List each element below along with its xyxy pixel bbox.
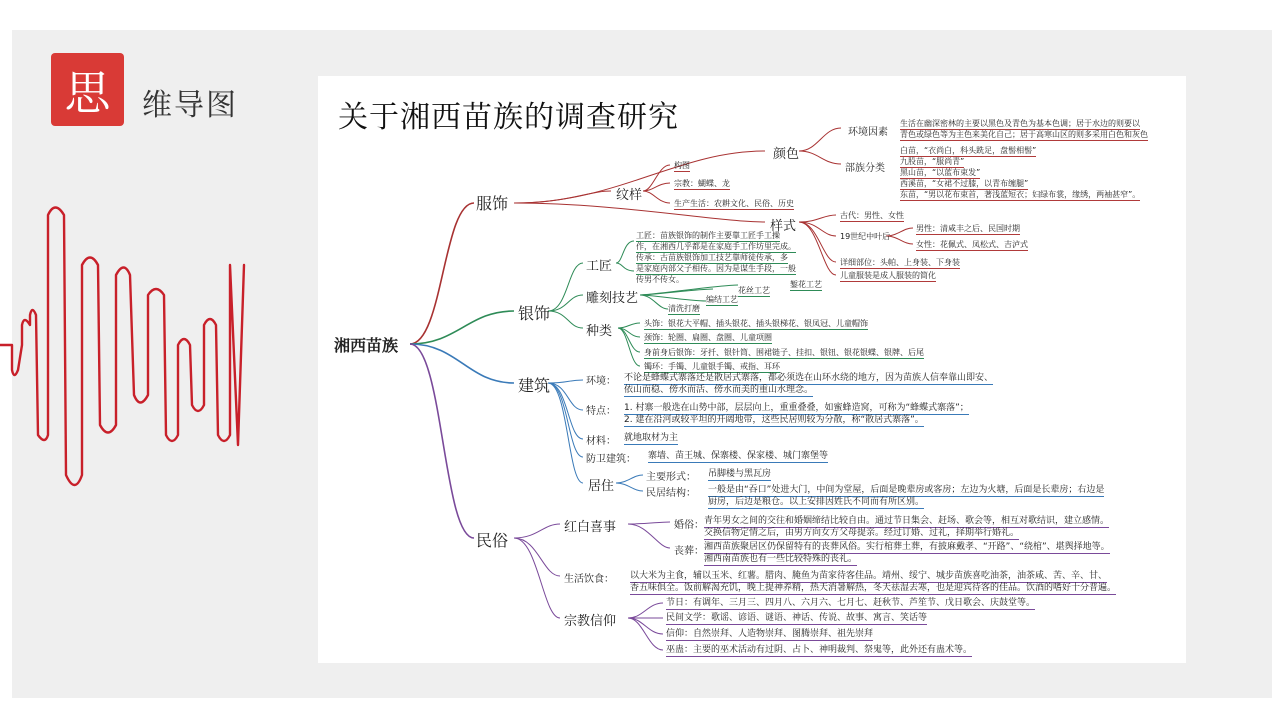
node-style: 样式 [770,219,797,234]
pattern-item-1: 构图 [674,161,690,170]
tribe-text-5: 东苗，“男以花布束首，著浅蓝短衣；妇绿布裳，缘绣，两袖甚窄”。 [900,190,1141,199]
style-child: 儿童服装是成人服装的简化 [840,271,936,280]
node-building-defense: 防卫建筑： [586,454,636,465]
style-ancient: 古代：男性、女性 [840,211,904,220]
node-pattern: 纹样 [616,188,643,203]
node-craftsman: 工匠 [586,259,613,274]
craftsman-text-1: 工匠：苗族银饰的制作主要靠工匠手工操 [636,231,780,240]
node-kinds: 种类 [586,324,613,339]
node-main-form: 主要形式： [646,472,696,483]
kinds-item-3: 身前身后银饰：牙扦、银针筒、围裙链子、挂扣、银钮、银花银蝶、银牌、后尾 [644,348,924,357]
logo-box [51,53,124,126]
branch-building: 建筑 [518,376,551,395]
marriage-text-1: 青年男女之间的交往和婚姻缔结比较自由。通过节日集会、赶场、歌会等，相互对歌结识，建立感情。 [704,516,1110,526]
node-building-env: 环境： [586,376,616,387]
style-detail: 详细部位：头帕、上身装、下身装 [840,258,960,267]
mind-map-panel [318,76,1186,663]
building-defense-text: 寨墙、苗王城、保寨楼、保家楼、城门寨堡等 [648,451,829,461]
carving-item-4: 清洗打磨 [668,304,700,313]
node-structure: 民居结构： [646,488,696,499]
funeral-text-1: 湘西苗族聚居区仍保留特有的丧葬风俗。实行棺葬土葬，有披麻戴孝、“开路”、“绕棺”、堪舆择地等。 [704,542,1110,552]
kinds-item-2: 颈饰：轮圈、扁圈、盘圈、儿童项圈 [644,333,772,342]
main-form-text: 吊脚楼与黑瓦房 [708,469,772,479]
node-tribe: 部族分类 [845,163,885,174]
style-female: 女性：花佩式、凤松式、吉泸式 [916,240,1028,249]
building-feature-text-1: 1. 村寨一般选在山势中部，层层向上，重重叠叠，如蜜蜂造窝，可称为“蜂蝶式寨落”； [624,403,969,413]
connector-custom [410,344,474,538]
node-religion: 宗教信仰 [564,614,617,629]
marriage-text-2: 交换信物定情之后，由男方向女方父母提亲。经过订婚、过礼，择期举行婚礼。 [704,528,1020,538]
building-material-text: 就地取材为主 [624,433,679,443]
branch-silver: 银饰 [518,304,551,323]
craftsman-text-2: 作，在湘西几乎都是在家庭手工作坊里完成。 [636,242,796,251]
node-color: 颜色 [773,147,800,162]
branch-custom: 民俗 [476,531,509,550]
religion-witchcraft: 巫蛊：主要的巫术活动有过阴、占卜、神明裁判、祭鬼等，此外还有蛊术等。 [666,645,973,655]
branch-costume: 服饰 [476,194,509,213]
building-env-text-2: 依山而稳、傍水而活、傍水而美的重山水理念。 [624,385,814,395]
node-wedding-funeral: 红白喜事 [564,520,617,535]
religion-festival: 节日：有调年、三月三、四月八、六月六、七月七、赶秋节、芦笙节、戊日歌会、庆鼓堂等。 [666,598,1036,608]
tribe-text-3: 黑山苗，“以蓝布束发” [900,168,981,177]
style-19c: 19世纪中叶后 [840,232,891,241]
connector-costume [410,203,474,344]
node-building-feature: 特点： [586,406,616,417]
connector-pattern [514,191,611,203]
funeral-text-2: 湘西南苗族也有一些比较特殊的丧礼。 [704,554,858,564]
craftsman-text-5: 传男不传女。 [636,275,684,284]
node-building-material: 材料： [586,436,616,447]
slide-title: 维导图 [142,88,238,123]
pattern-item-3: 生产生活：农耕文化、民俗、历史 [674,199,794,208]
building-feature-text-2: 2. 建在沿河或较平坦的开阔地带，这些民居则较为分散，称“散居式寨落”。 [624,415,924,425]
node-carving: 雕刻技艺 [586,291,639,306]
node-funeral: 丧葬： [674,546,704,557]
decorative-wave-line [0,195,250,495]
structure-text-2: 厨房，后边是粮仓。以上安排因姓氏不同而有所区别。 [708,497,925,507]
structure-text-1: 一般是由“吞口”处进大门，中间为堂屋，后面是晚辈房或客房；左边为火塘，后面是长辈房；右边是 [708,485,1105,495]
carving-item-1: 錾花工艺 [790,280,822,289]
env-text-1: 生活在幽深密林的主要以黑色及青色为基本色调；居于水边的则要以 [900,119,1140,128]
religion-literature: 民间文学：歌谣、谚语、谜语、神话、传说、故事、寓言、笑话等 [666,613,928,623]
kinds-item-1: 头饰：银花大平帽、插头银花、插头银梯花、银凤冠、儿童帽饰 [644,319,868,328]
node-marriage: 婚俗： [674,520,704,531]
craftsman-text-4: 是家庭内部父子相传。因为是谋生手段，一般 [636,264,796,273]
kinds-item-4: 镯环：手镯、儿童银手镯、戒指、耳环 [644,362,780,371]
node-env-factor: 环境因素 [848,127,888,138]
tribe-text-4: 西溪苗，“女裙不过膝，以青布缠腿” [900,179,1029,188]
carving-item-3: 编结工艺 [706,295,738,304]
pattern-item-2: 宗教：蝴蝶、龙 [674,179,730,188]
root-node: 湘西苗族 [334,336,399,355]
node-dwelling: 居住 [588,479,615,494]
building-env-text-1: 不论是蜂蝶式寨落还是散居式寨落，都必须选在山环水绕的地方，因为苗族人信奉靠山即安、 [624,373,994,383]
carving-item-2: 花丝工艺 [738,286,770,295]
style-male: 男性：清咸丰之后、民国时期 [916,224,1020,233]
env-text-2: 青色或绿色等为主色来美化自己；居于高寒山区的则多采用白色和灰色 [900,130,1148,139]
node-food: 生活饮食： [564,574,614,585]
logo-char: 思 [64,65,111,120]
food-text-2: 香五味俱全。饭前解渴充饥，晚上提神养精，热天消暑解热，冬天祛湿去寒，也是迎宾待客的佳品。饮酒的嗜好十分普遍。 [630,583,1117,593]
tribe-text-2: 九股苗，“服尚青” [900,157,965,166]
food-text-1: 以大米为主食，辅以玉米、红薯。腊肉、腌鱼为苗家待客佳品。靖州、绥宁、城步苗族喜吃油茶，油茶咸、苦、辛、甘、 [630,571,1108,581]
craftsman-text-3: 传承：古苗族银饰加工技艺靠师徒传承，多 [636,253,788,262]
tribe-text-1: 白苗，“衣尚白，科头跣足，盘髻相髻” [900,146,1037,155]
connector-silver [410,311,514,344]
religion-belief: 信仰：自然崇拜、人造物崇拜、图腾崇拜、祖先崇拜 [666,629,874,639]
map-title: 关于湘西苗族的调查研究 [338,100,679,135]
